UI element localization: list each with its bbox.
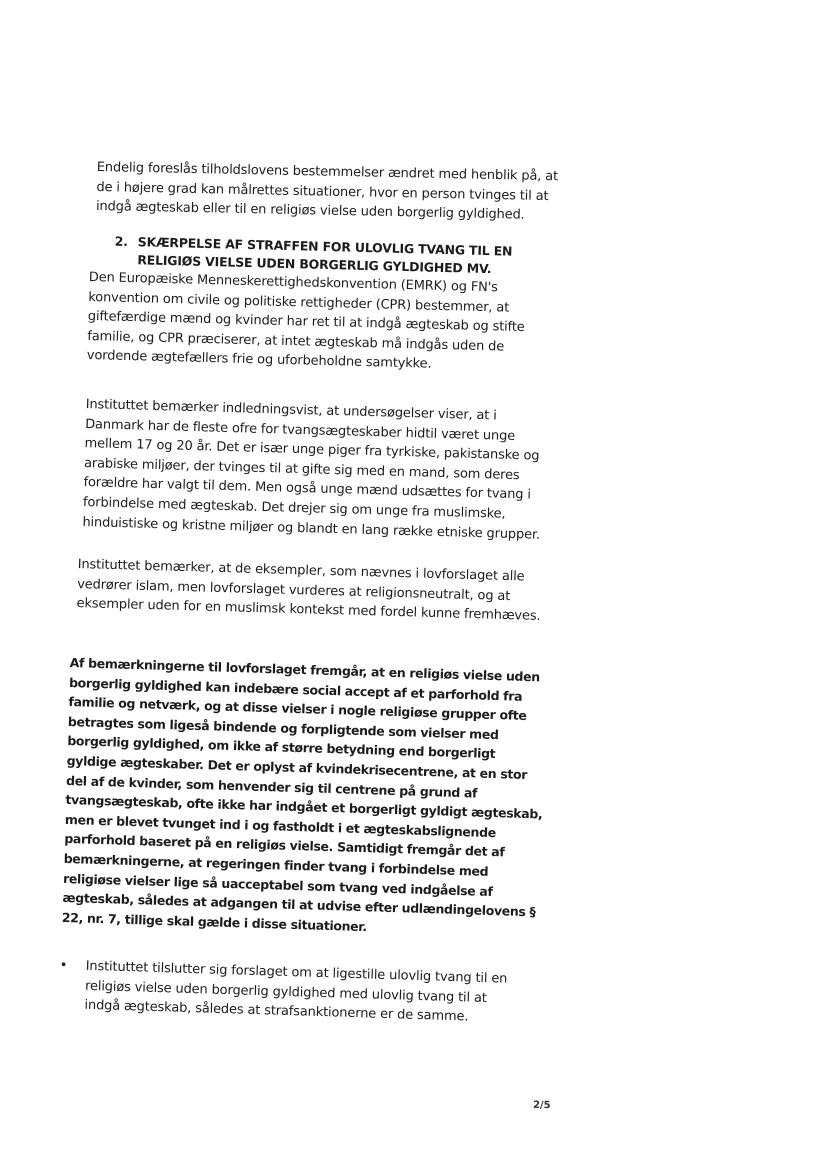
- paragraph-block-examples: [76, 555, 547, 627]
- paragraph-examples: Instituttet bemærker, at de eksempler, som nævnes i lovforslaget alle vedrører islam, men lovforslaget vurderes at religionsneutralt, og at eksempler uden for en muslimsk kontekst med fordel kunne fremhæves.: [76, 556, 541, 625]
- paragraph-remarks: Af bemærkningerne til lovforslaget fremgår, at en religiøs vielse uden borgerlig gyldighed kan indebære social accept af et parforhold fra familie og netværk, og at disse vielser i nogle religiøse grupper ofte betragtes som ligeså bindende og forpligtende som vielser med borgerlig gyldighed, om ikke af større betydning end borgerligt gyldige ægteskaber. Det er oplyst af kvindekrisecentrene, at en stor del af de kvinder, som henvender sig til centrene på grund af tvangsægteskab, ofte ikke har indgået et borgerligt gyldigt ægteskab, men er blevet tvunget ind i og fastholdt i et ægteskabslignende parforhold baseret på en religiøs vielse. Samtidigt fremgår det af bemærkningerne, at regeringen finder tvang i forbindelse med religiøse vielser lige så uacceptabel som tvang ved indgåelse af ægteskab, således at adgangen til at udvise efter udlændingelovens § 22, nr. 7, tillige skal gælde i disse situationer.: [61, 654, 543, 934]
- paragraph-survey: Instituttet bemærker indledningsvist, at undersøgelser viser, at i Danmark har de fleste ofre for tvangsægteskaber hidtil været unge mellem 17 og 20 år. Det er især unge piger fra tyrkiske, pakistanske og arabiske miljøer, der tvinges til at gifte sig med en mand, som deres forældre har valgt til dem. Men også unge mænd udsættes for tvang i forbindelse med ægteskab. Det drejer sig om unge fra muslimske, hinduistiske og kristne miljøer og blandt en lang række etniske grupper.: [82, 396, 541, 543]
- bullet-item: [58, 956, 540, 1029]
- section-block: [87, 232, 560, 378]
- bullet-icon: •: [59, 957, 68, 974]
- bullet-text: Instituttet tilslutter sig forslaget om at ligestille ulovlig tvang til en religiøs vielse uden borgerlig gyldighed med ulovlig tvang til at indgå ægteskab, således at strafsanktionerne er de samme.: [84, 958, 508, 1025]
- page-number: 2/5: [532, 1099, 551, 1112]
- section-number: 2.: [114, 233, 129, 249]
- intro-paragraph: Endelig foreslås tilholdslovens bestemmelser ændret med henblik på, at de i højere grad kan målrettes situationer, hvor en person tvinges til at indgå ægteskab eller til en religiøs vielse uden borgerlig gyldighed.: [95, 159, 559, 223]
- bullet-block: [58, 956, 540, 1029]
- paragraph-block-remarks: [62, 653, 550, 942]
- paragraph-block-survey: [82, 395, 556, 545]
- section-title: SKÆRPELSE AF STRAFFEN FOR ULOVLIG TVANG TIL EN RELIGIØS VIELSE UDEN BORGERLIG GYLDIGHED MV.: [137, 234, 513, 277]
- paragraph-emrk: Den Europæiske Menneskerettighedskonvention (EMRK) og FN's konvention om civile og politiske rettigheder (CPR) bestemmer, at giftefærdige mænd og kvinder har ret til at indgå ægteskab og stifte familie, og CPR præciserer, at intet ægteskab må indgås uden de vordende ægtefællers frie og uforbeholdne samtykke.: [86, 269, 525, 373]
- intro-block: [96, 158, 577, 226]
